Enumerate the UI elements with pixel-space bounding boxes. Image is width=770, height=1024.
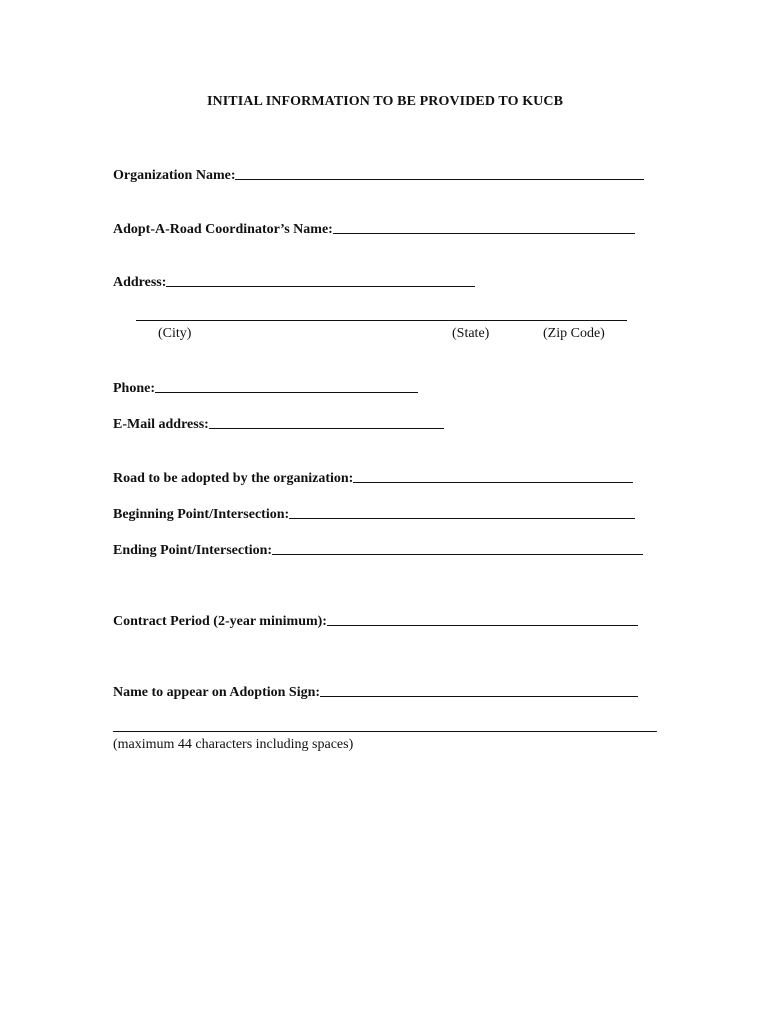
beginning-point-field bbox=[113, 503, 635, 523]
email-blank[interactable] bbox=[209, 428, 444, 429]
city-caption: (City) bbox=[158, 326, 192, 341]
road-label: Road to be adopted by the organization: bbox=[113, 471, 354, 486]
address-label: Address: bbox=[113, 275, 167, 290]
contract-period-label: Contract Period (2-year minimum): bbox=[113, 614, 327, 629]
phone-label: Phone: bbox=[113, 381, 155, 396]
zip-caption: (Zip Code) bbox=[543, 326, 605, 341]
organization-name-field bbox=[113, 164, 644, 184]
phone-blank[interactable] bbox=[155, 392, 418, 393]
address-blank[interactable] bbox=[166, 286, 475, 287]
state-caption: (State) bbox=[452, 326, 490, 341]
email-label: E-Mail address: bbox=[113, 417, 209, 432]
beginning-point-blank[interactable] bbox=[289, 518, 635, 519]
email-field bbox=[113, 413, 444, 433]
road-field bbox=[113, 467, 633, 487]
ending-point-label: Ending Point/Intersection: bbox=[113, 543, 273, 558]
organization-name-blank[interactable] bbox=[235, 179, 644, 180]
road-blank[interactable] bbox=[353, 482, 633, 483]
contract-period-blank[interactable] bbox=[327, 625, 638, 626]
sign-name-label: Name to appear on Adoption Sign: bbox=[113, 685, 321, 700]
coordinator-name-label: Adopt-A-Road Coordinator’s Name: bbox=[113, 222, 333, 237]
sign-name-blank[interactable] bbox=[320, 696, 638, 697]
beginning-point-label: Beginning Point/Intersection: bbox=[113, 507, 290, 522]
sign-name-field bbox=[113, 681, 638, 701]
coordinator-name-blank[interactable] bbox=[333, 233, 635, 234]
phone-field bbox=[113, 377, 418, 397]
ending-point-field bbox=[113, 539, 643, 559]
ending-point-blank[interactable] bbox=[272, 554, 643, 555]
contract-period-field bbox=[113, 610, 638, 630]
page-title: INITIAL INFORMATION TO BE PROVIDED TO KUCB bbox=[206, 94, 564, 109]
organization-name-label: Organization Name: bbox=[113, 168, 236, 183]
address-field bbox=[113, 271, 475, 291]
coordinator-name-field bbox=[113, 218, 635, 238]
sign-character-limit-note: (maximum 44 characters including spaces) bbox=[113, 737, 354, 752]
sign-name-second-blank[interactable] bbox=[113, 731, 657, 732]
address-city-state-zip-blank[interactable] bbox=[136, 320, 627, 321]
